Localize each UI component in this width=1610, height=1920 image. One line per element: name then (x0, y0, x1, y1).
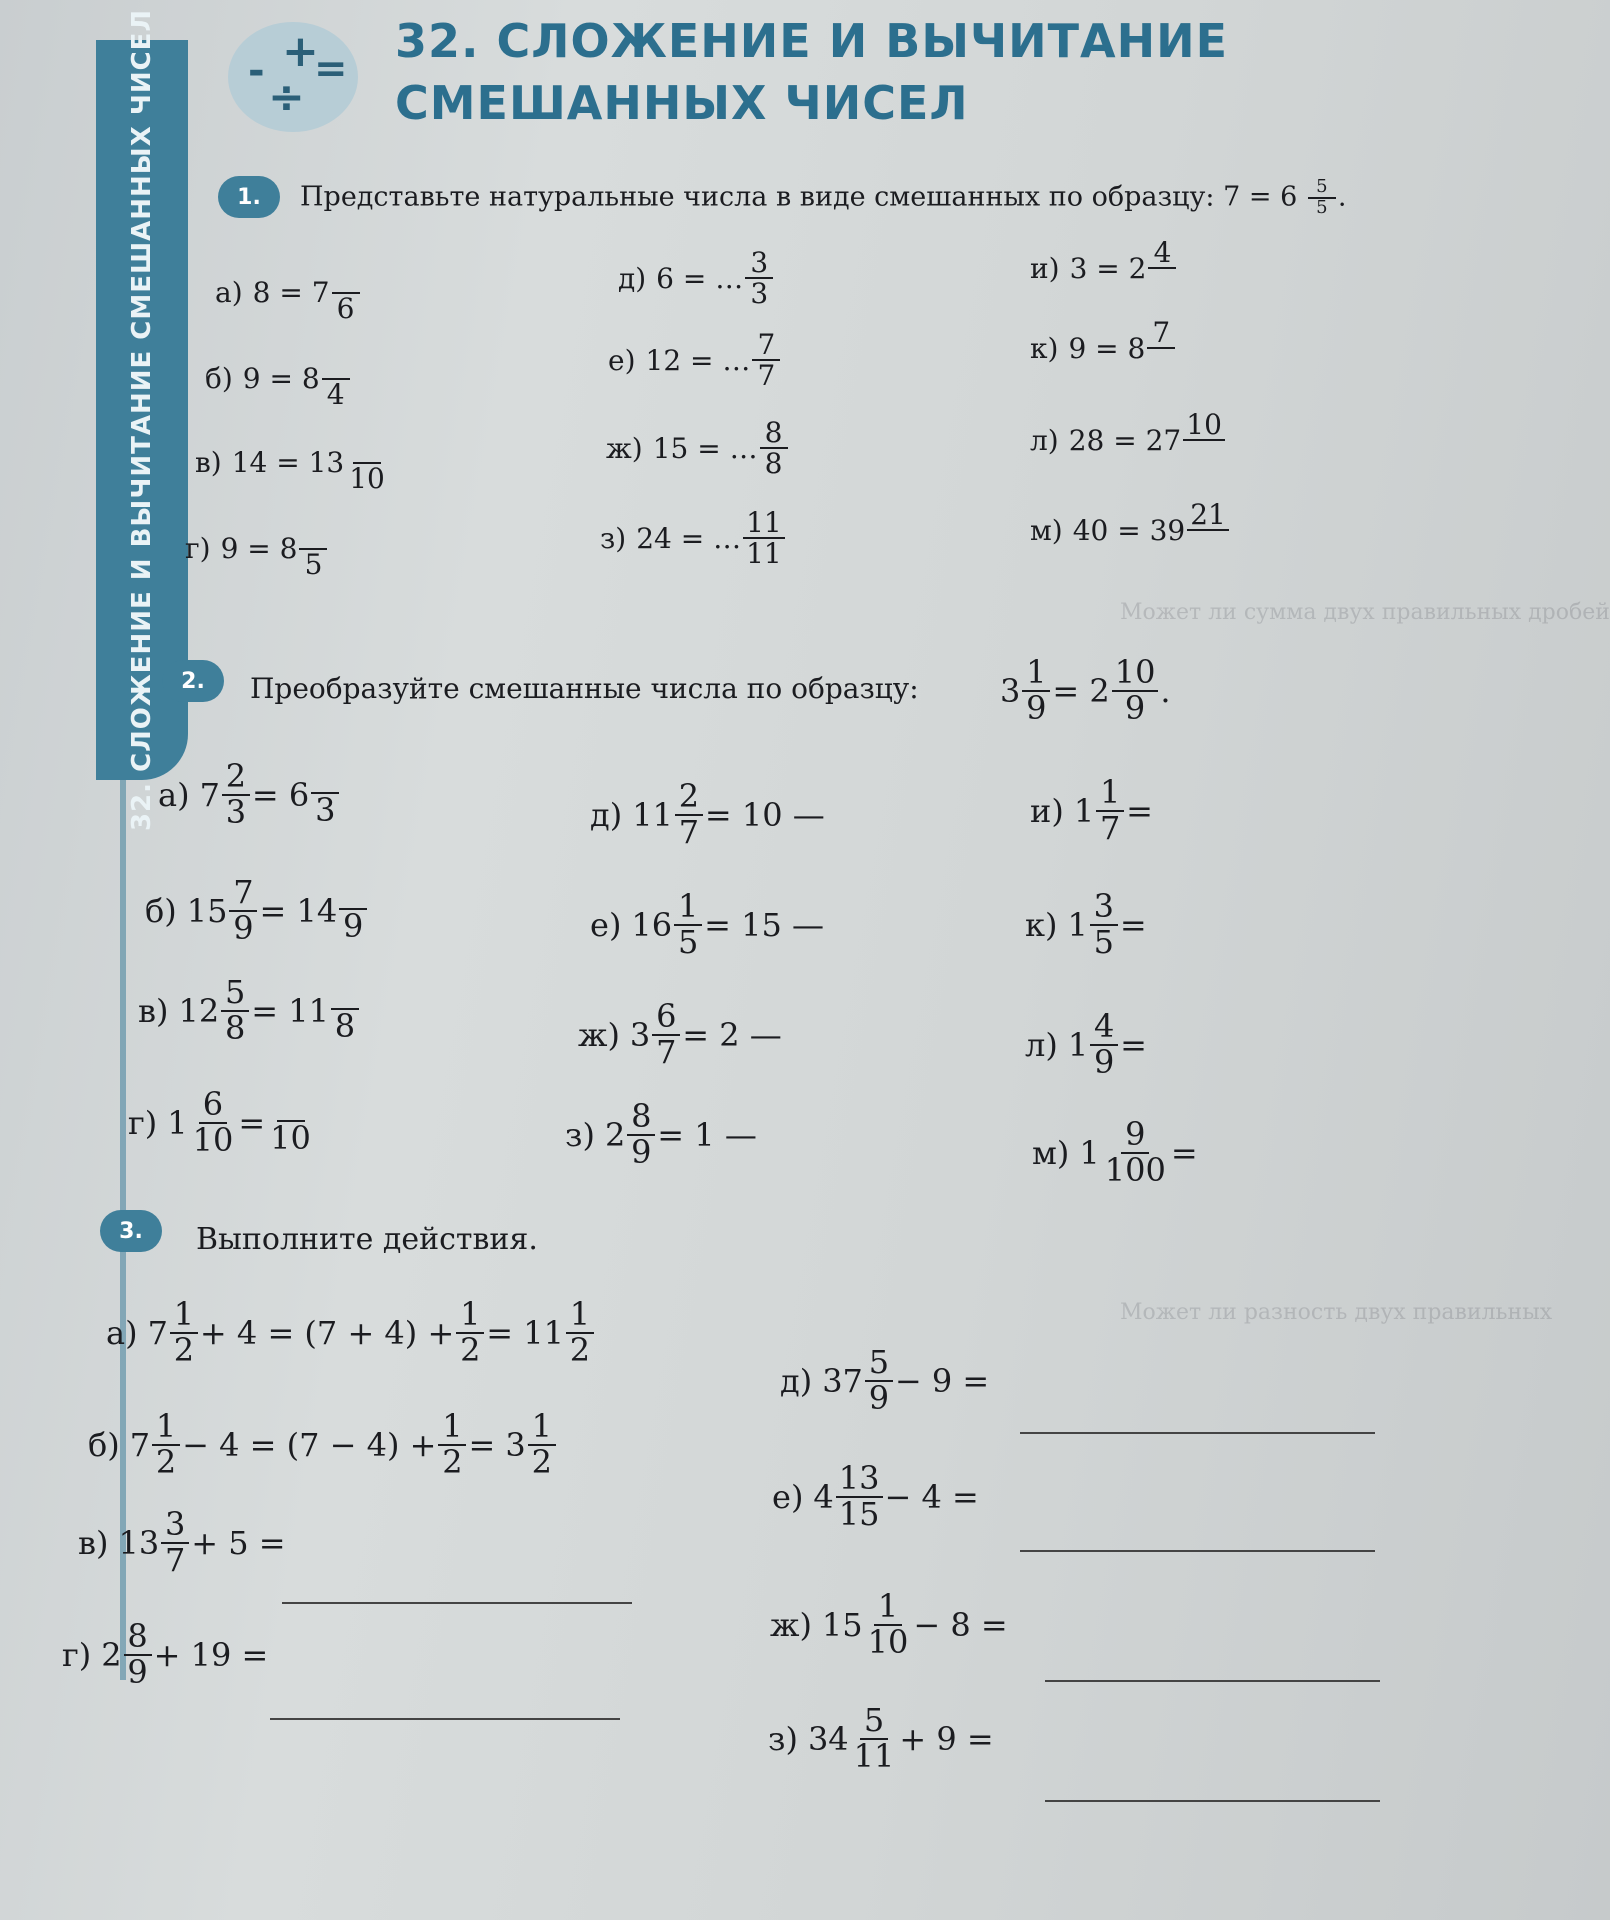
whole: 2 (604, 1115, 626, 1154)
task1-item (1030, 238, 1178, 299)
answer-line[interactable] (270, 1718, 620, 1720)
fraction-numerator: 11 (743, 508, 785, 539)
expression: + 5 = (191, 1523, 286, 1562)
task2-item (1030, 773, 1153, 847)
task2-badge: 2. (162, 660, 224, 702)
fraction-denominator (1194, 531, 1222, 561)
item-label: в) (195, 446, 222, 480)
fraction-numerator: 1 (170, 1298, 198, 1334)
fraction-numerator: 1 (438, 1410, 466, 1446)
task1-item (618, 248, 775, 309)
fraction-denominator: 2 (460, 1330, 481, 1369)
fraction (229, 873, 257, 947)
expression: = 10 — (704, 795, 825, 834)
expression: 3 = 2 (1069, 252, 1147, 286)
expression: 40 = 39 (1072, 514, 1186, 548)
task2-item (138, 973, 361, 1047)
fraction-numerator: 4 (1090, 1010, 1118, 1046)
fraction (221, 973, 249, 1047)
item-label: б) (145, 891, 177, 930)
fraction-denominator: 9 (868, 1378, 890, 1417)
fraction-denominator: 3 (315, 790, 336, 829)
fraction-denominator: 9 (127, 1652, 148, 1691)
expression: = (1120, 1025, 1147, 1064)
whole: 15 (821, 1605, 863, 1644)
fraction-denominator: 5 (304, 548, 323, 581)
item-label: е) (608, 343, 636, 377)
fraction-numerator (353, 432, 381, 464)
fraction (299, 518, 327, 579)
whole: 1 (1067, 1025, 1089, 1064)
task1-sample-fraction (1308, 178, 1336, 218)
math-operations-icon: - + = ÷ (228, 22, 358, 132)
fraction-numerator: 7 (752, 330, 780, 361)
expression: = 14 (259, 891, 338, 930)
fraction-numerator: 1 (456, 1298, 484, 1334)
fraction-numerator: 21 (1187, 500, 1229, 531)
fraction-denominator: 5 (1093, 922, 1115, 961)
fraction-numerator: 4 (1148, 238, 1176, 269)
item-label: а) (158, 775, 190, 814)
answer-line[interactable] (1020, 1550, 1375, 1552)
task2-item (590, 887, 825, 961)
item-label: з) (565, 1115, 595, 1154)
fraction (1102, 1115, 1169, 1189)
expression: − 4 = (7 − 4) + (182, 1425, 437, 1464)
fraction-denominator: 7 (1099, 808, 1121, 847)
task1-item (600, 508, 787, 569)
task3-item (772, 1459, 979, 1533)
fraction-denominator: 8 (225, 1008, 246, 1047)
task2-item (590, 777, 825, 851)
whole: 1 (1067, 905, 1088, 944)
expression: = (1119, 905, 1147, 944)
item-label: г) (128, 1103, 158, 1142)
fraction (124, 1617, 152, 1691)
whole: 11 (632, 795, 673, 834)
fraction-denominator: 6 (336, 292, 355, 325)
expression: 9 = 8 (242, 362, 320, 396)
fraction (331, 978, 359, 1044)
item-label: б) (88, 1425, 120, 1464)
fraction-denominator: 9 (1124, 688, 1146, 727)
fraction-numerator: 6 (199, 1088, 227, 1124)
fraction-denominator: 3 (225, 792, 247, 831)
task1-instruction: Представьте натуральные числа в виде смешанных по образцу: 7 = 6 (300, 181, 1298, 213)
fraction-denominator: 5 (1316, 196, 1328, 218)
whole: 12 (178, 991, 220, 1030)
fraction (1187, 500, 1229, 561)
task1-item (215, 262, 362, 323)
item-label: д) (618, 261, 647, 295)
item-label: к) (1030, 332, 1059, 366)
expression: + 9 = (899, 1719, 994, 1758)
fraction-denominator: 8 (334, 1006, 356, 1045)
expression: 12 = … (645, 343, 751, 377)
fraction-denominator: 2 (531, 1442, 552, 1481)
fraction (528, 1407, 556, 1481)
fraction (627, 1097, 655, 1171)
fraction-numerator: 1 (152, 1410, 180, 1446)
fraction (1090, 1007, 1118, 1081)
fraction-numerator (331, 978, 359, 1010)
item-label: и) (1030, 252, 1060, 286)
fraction-numerator: 3 (161, 1508, 189, 1544)
task1-item (1030, 410, 1227, 471)
whole: 34 (807, 1719, 849, 1758)
fraction-numerator: 8 (627, 1100, 655, 1136)
fraction-numerator: 7 (229, 876, 257, 912)
fraction-numerator: 3 (745, 248, 773, 279)
fraction-numerator (339, 878, 367, 910)
fraction-numerator: 7 (1147, 318, 1175, 349)
fraction (675, 777, 703, 851)
fraction-numerator: 5 (865, 1346, 893, 1382)
item-label: м) (1030, 514, 1063, 548)
page-title-line2: СМЕШАННЫХ ЧИСЕЛ (395, 76, 969, 130)
item-label: л) (1025, 1025, 1058, 1064)
whole: 1 (167, 1103, 188, 1142)
fraction (170, 1295, 198, 1369)
fraction-denominator: 7 (165, 1540, 186, 1579)
fraction-numerator: 5 (221, 976, 249, 1012)
task2-item (128, 1085, 316, 1159)
task2-item (1032, 1115, 1198, 1189)
fraction-numerator: 3 (1090, 890, 1118, 926)
item-label: б) (205, 362, 233, 396)
fraction-denominator: 2 (173, 1330, 195, 1369)
fraction-numerator: 1 (566, 1298, 594, 1334)
fraction-numerator: 8 (124, 1620, 152, 1656)
answer-line[interactable] (1045, 1680, 1380, 1682)
item-label: л) (1030, 424, 1059, 458)
fraction-numerator (332, 262, 360, 294)
expression: 6 = … (656, 261, 744, 295)
whole: 7 (147, 1313, 168, 1352)
fraction (752, 330, 780, 391)
task1-item (606, 418, 790, 479)
task1-text: Представьте натуральные числа в виде смешанных по образцу: 7 = 6 $\frac{5}{5}$ . (300, 176, 1347, 218)
task3-item-a (106, 1295, 596, 1369)
fraction-numerator: 9 (1121, 1118, 1149, 1154)
task1-item (195, 432, 390, 493)
workbook-page: 32. СЛОЖЕНИЕ И ВЫЧИТАНИЕ СМЕШАННЫХ ЧИСЕЛ - + = ÷ 32. СЛОЖЕНИЕ И ВЫЧИТАНИЕ СМЕШАННЫХ ЧИСЕЛ 1. Представьте натуральные числа в виде смешанных по образцу: 7 = 6 $\frac{5}{5}$ . 2. Преобразуйте смешанные числа по образцу: 3 $\frac{1}{9}$ = 2 $\frac{10}{9}$ . 3. Выполните действия. а) 7 $\frac{1}{2}$ + 4 = (7 + 4) + $\frac{1}{2}$ = 11 $\frac{1}{2}$ б) 7 $\frac{1}{2}$ − 4 = (7 − 4) + $\frac{1}{2}$ = 3 $\frac{1}{2}$ Может ли сумма двух правильных дробей Может ли разность двух правильных а) 8 = 7 6 б) 9 = 8 4 в) 14 = 13 10 г) 9 = 8 5 д) 6 = … $\frac{3}{3}$ е) 12 = … $\frac{7}{7}$ ж) 15 = … $\frac{8}{8}$ з) 24 = … $\frac{11}{11}$ и) 3 = 2 4 к) 9 = 8 7 л) 28 = 27 10 м) 40 = 39 21 а) 7 $\frac{2}{3}$ = 6 3 б) 15 $\frac{7}{9}$ = 14 9 в) 12 $\frac{5}{8}$ = 11 8 г) 1 $\frac{6}{10}$ = 10 д) 11 $\frac{2}{7}$ = 10 — е) 16 $\frac{1}{5}$ = 15 — ж) 3 $\frac{6}{7}$ = 2 — з) 2 $\frac{8}{9}$ = 1 — и) 1 $\frac{1}{7}$ = к) 1 $\frac{3}{5}$ = л) 1 $\frac{4}{9}$ = м) 1 $\frac{9}{100}$ = в) 13 $\frac{3}{7}$ + 5 = г) 2 $\frac{8}{9}$ + 19 = д) 37 $\frac{5}{9}$ − 9 = е) 4 $\frac{13}{15}$ − 4 = ж) 15 $\frac{1}{10}$ − 8 = з) 34 $\frac{5}{11}$ + 9 = (0, 0, 1436, 1920)
fraction (1090, 887, 1118, 961)
sample-whole: 3 (1000, 671, 1021, 710)
fraction-denominator: 10 (270, 1118, 311, 1157)
expression: 15 = … (652, 431, 758, 465)
fraction-numerator (277, 1090, 305, 1122)
result: = 3 (468, 1425, 526, 1464)
sample-equals: = 2 (1052, 671, 1110, 710)
task1-item (608, 330, 782, 391)
fraction (865, 1587, 912, 1661)
expression: = (1126, 791, 1153, 830)
item-label: з) (600, 521, 627, 555)
fraction-numerator: 1 (1096, 776, 1124, 812)
task1-item (205, 348, 352, 409)
fraction-numerator: 1 (528, 1410, 556, 1446)
fraction-numerator (299, 518, 327, 550)
fraction (161, 1505, 189, 1579)
fraction-denominator: 9 (342, 906, 364, 945)
answer-line[interactable] (1045, 1800, 1380, 1802)
sample-result-fraction (1112, 653, 1159, 727)
item-label: а) (106, 1313, 138, 1352)
expression: = 11 (251, 991, 329, 1030)
fraction (652, 997, 680, 1071)
whole: 16 (631, 905, 673, 944)
fraction (836, 1459, 883, 1533)
fraction-denominator (1190, 441, 1218, 471)
expression: = (1170, 1133, 1198, 1172)
fraction-numerator: 1 (674, 890, 702, 926)
task3-item-b (88, 1407, 558, 1481)
fraction-denominator: 9 (1026, 688, 1047, 727)
expression: 28 = 27 (1068, 424, 1182, 458)
task3-item (770, 1587, 1008, 1661)
fraction-denominator (1148, 269, 1176, 299)
fraction (346, 432, 388, 493)
item-label: д) (780, 1361, 813, 1400)
fraction (1183, 410, 1225, 471)
expression: 8 = 7 (252, 276, 330, 310)
whole: 2 (101, 1635, 122, 1674)
task3-item (78, 1505, 286, 1579)
whole: 7 (129, 1425, 151, 1464)
fraction (190, 1085, 237, 1159)
task2-item (158, 757, 341, 831)
fraction (745, 248, 773, 309)
item-label: г) (62, 1635, 92, 1674)
fraction-denominator: 2 (155, 1442, 177, 1481)
expression: = 2 — (682, 1015, 782, 1054)
fraction-denominator: 10 (349, 462, 385, 495)
task2-item (1025, 1007, 1147, 1081)
fraction-numerator: 5 (1308, 178, 1336, 199)
fraction-numerator: 10 (1183, 410, 1225, 441)
task1-badge: 1. (218, 176, 280, 218)
item-label: г) (185, 532, 211, 566)
item-label: ж) (606, 431, 643, 465)
sidebar-title: 32. СЛОЖЕНИЕ И ВЫЧИТАНИЕ СМЕШАННЫХ ЧИСЕЛ (127, 8, 157, 832)
fraction (1096, 773, 1124, 847)
fraction (456, 1295, 484, 1369)
expression: − 9 = (894, 1361, 990, 1400)
fraction-numerator (322, 348, 350, 380)
result: = 11 (486, 1313, 564, 1352)
fraction (760, 418, 788, 479)
fraction-denominator: 2 (442, 1442, 463, 1481)
fraction-denominator: 3 (750, 277, 769, 311)
answer-line[interactable] (1020, 1432, 1375, 1434)
fraction-numerator: 6 (652, 1000, 680, 1036)
fraction-denominator: 8 (764, 447, 783, 481)
fraction-denominator: 7 (656, 1032, 677, 1071)
fraction-numerator: 1 (874, 1590, 902, 1626)
whole: 7 (199, 775, 220, 814)
expression: 9 = 8 (1068, 332, 1146, 366)
fraction (311, 762, 339, 828)
whole: 13 (118, 1523, 160, 1562)
fraction-denominator: 9 (1093, 1042, 1115, 1081)
fraction-numerator: 13 (836, 1462, 883, 1498)
task3-badge: 3. (100, 1210, 162, 1252)
fraction-denominator: 9 (233, 908, 254, 947)
whole: 4 (813, 1477, 834, 1516)
fraction-numerator: 10 (1112, 656, 1159, 692)
expression: = 6 (251, 775, 310, 814)
fraction-denominator: 7 (757, 359, 776, 393)
fraction-denominator: 100 (1104, 1150, 1166, 1189)
fraction-numerator (311, 762, 339, 794)
fraction (152, 1407, 180, 1481)
task2-instruction: Преобразуйте смешанные числа по образцу: (250, 672, 919, 705)
fraction (865, 1343, 893, 1417)
fraction-denominator: 7 (678, 812, 700, 851)
item-label: е) (590, 905, 622, 944)
fraction-denominator: 9 (631, 1132, 652, 1171)
task3-item (780, 1343, 990, 1417)
expression: − 4 = (884, 1477, 979, 1516)
whole: 1 (1073, 791, 1095, 830)
item-label: в) (138, 991, 169, 1030)
expression: = 1 — (657, 1115, 757, 1154)
task3-text: Выполните действия. (196, 1222, 538, 1257)
fraction (566, 1295, 594, 1369)
item-label: к) (1025, 905, 1058, 944)
task2-item (145, 873, 369, 947)
fraction (674, 887, 702, 961)
expression: + 19 = (153, 1635, 269, 1674)
fraction-denominator: 10 (192, 1120, 234, 1159)
expression: + 4 = (7 + 4) + (199, 1313, 455, 1352)
whole: 3 (629, 1015, 651, 1054)
fraction-numerator: 1 (1022, 656, 1050, 692)
fraction (267, 1090, 314, 1156)
item-label: а) (215, 276, 243, 310)
task3-item (62, 1617, 269, 1691)
item-label: и) (1030, 791, 1064, 830)
fraction (1147, 318, 1175, 379)
task2-text (250, 672, 919, 705)
item-label: е) (772, 1477, 804, 1516)
expression: 14 = 13 (231, 446, 345, 480)
fraction (339, 878, 367, 944)
expression: = (238, 1103, 266, 1142)
fraction (743, 508, 785, 569)
fraction-numerator: 2 (222, 760, 250, 796)
task2-sample: 3 $\frac{1}{9}$ = 2 $\frac{10}{9}$ . (1000, 653, 1171, 727)
fraction (222, 757, 250, 831)
task1-item (1030, 500, 1231, 561)
fraction-denominator: 15 (838, 1494, 880, 1533)
item-label: м) (1032, 1133, 1070, 1172)
fraction-denominator: 11 (853, 1736, 895, 1775)
page-title-line1: 32. СЛОЖЕНИЕ И ВЫЧИТАНИЕ (395, 14, 1229, 68)
task2-item (578, 997, 782, 1071)
fraction-numerator: 2 (675, 780, 703, 816)
fraction-denominator: 11 (746, 537, 782, 571)
sample-fraction (1022, 653, 1050, 727)
answer-line[interactable] (282, 1602, 632, 1604)
fraction (438, 1407, 466, 1481)
expression: 9 = 8 (220, 532, 298, 566)
fraction-numerator: 8 (760, 418, 788, 449)
fraction-denominator (1147, 349, 1175, 379)
fraction-denominator: 10 (867, 1622, 909, 1661)
task3-item (768, 1701, 994, 1775)
whole: 1 (1079, 1133, 1100, 1172)
fraction (1148, 238, 1176, 299)
task2-item (1025, 887, 1147, 961)
item-label: ж) (770, 1605, 812, 1644)
fraction-denominator: 5 (677, 922, 699, 961)
fraction-denominator: 4 (326, 378, 345, 411)
whole: 37 (822, 1361, 863, 1400)
expression: 24 = … (636, 521, 742, 555)
item-label: д) (590, 795, 623, 834)
fraction (851, 1701, 898, 1775)
fraction (322, 348, 350, 409)
item-label: в) (78, 1523, 109, 1562)
expression: − 8 = (913, 1605, 1008, 1644)
fraction (332, 262, 360, 323)
task1-item (185, 518, 329, 579)
item-label: з) (768, 1719, 798, 1758)
expression: = 15 — (704, 905, 825, 944)
task1-item (1030, 318, 1177, 379)
whole: 15 (186, 891, 228, 930)
item-label: ж) (578, 1015, 620, 1054)
fraction-denominator: 2 (569, 1330, 591, 1369)
fraction-numerator: 5 (860, 1704, 888, 1740)
task2-item (565, 1097, 757, 1171)
